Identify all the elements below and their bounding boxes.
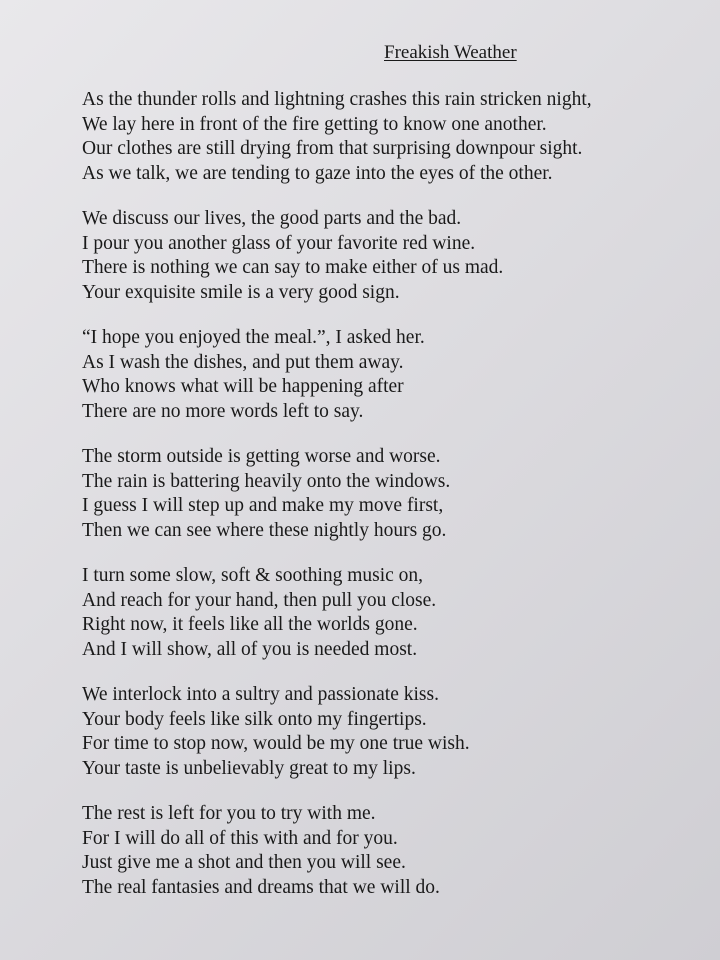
poem-line: The storm outside is getting worse and worse. (82, 446, 441, 467)
poem-line: As the thunder rolls and lightning crashes this rain stricken night, (82, 89, 592, 110)
poem-line: Your taste is unbelievably great to my lips. (82, 757, 416, 779)
poem-line: I turn some slow, soft & soothing music on, (82, 565, 424, 586)
poem-line: Then we can see where these nightly hours go. (82, 519, 447, 541)
poem-line: I pour you another glass of your favorite red wine. (82, 232, 476, 254)
poem-line: And I will show, all of you is needed most. (82, 638, 418, 660)
poem-line: We interlock into a sultry and passionate kiss. (82, 684, 439, 705)
poem-line: Your body feels like silk onto my fingertips. (82, 708, 427, 730)
stanza (82, 802, 682, 900)
stanza (82, 326, 682, 424)
poem-body (82, 88, 682, 921)
poem-line: As I wash the dishes, and put them away. (82, 351, 404, 373)
stanza (82, 445, 682, 543)
poem-line: We discuss our lives, the good parts and the bad. (82, 208, 462, 229)
stanza (82, 88, 682, 186)
poem-line: The rain is battering heavily onto the windows. (82, 470, 451, 492)
poem-line: There is nothing we can say to make either of us mad. (82, 257, 504, 278)
poem-line: Your exquisite smile is a very good sign. (82, 281, 400, 303)
poem-line: Our clothes are still drying from that surprising downpour sight. (82, 138, 583, 159)
poem-line: For time to stop now, would be my one true wish. (82, 733, 470, 754)
poem-line: For I will do all of this with and for you. (82, 827, 398, 849)
poem-line: There are no more words left to say. (82, 400, 364, 422)
poem-line: Just give me a shot and then you will see. (82, 852, 406, 873)
poem-title: Freakish Weather (384, 42, 517, 63)
poem-line: I guess I will step up and make my move first, (82, 495, 444, 516)
poem-line: We lay here in front of the fire getting to know one another. (82, 113, 547, 135)
stanza (82, 564, 682, 662)
stanza (82, 207, 682, 305)
poem-line: Who knows what will be happening after (82, 376, 404, 397)
poem-line: “I hope you enjoyed the meal.”, I asked her. (82, 327, 425, 348)
stanza (82, 683, 682, 781)
poem-line: As we talk, we are tending to gaze into the eyes of the other. (82, 162, 553, 184)
poem-line: The real fantasies and dreams that we will do. (82, 876, 440, 898)
poem-line: The rest is left for you to try with me. (82, 803, 376, 824)
poem-line: Right now, it feels like all the worlds gone. (82, 614, 418, 635)
poem-line: And reach for your hand, then pull you close. (82, 589, 437, 611)
